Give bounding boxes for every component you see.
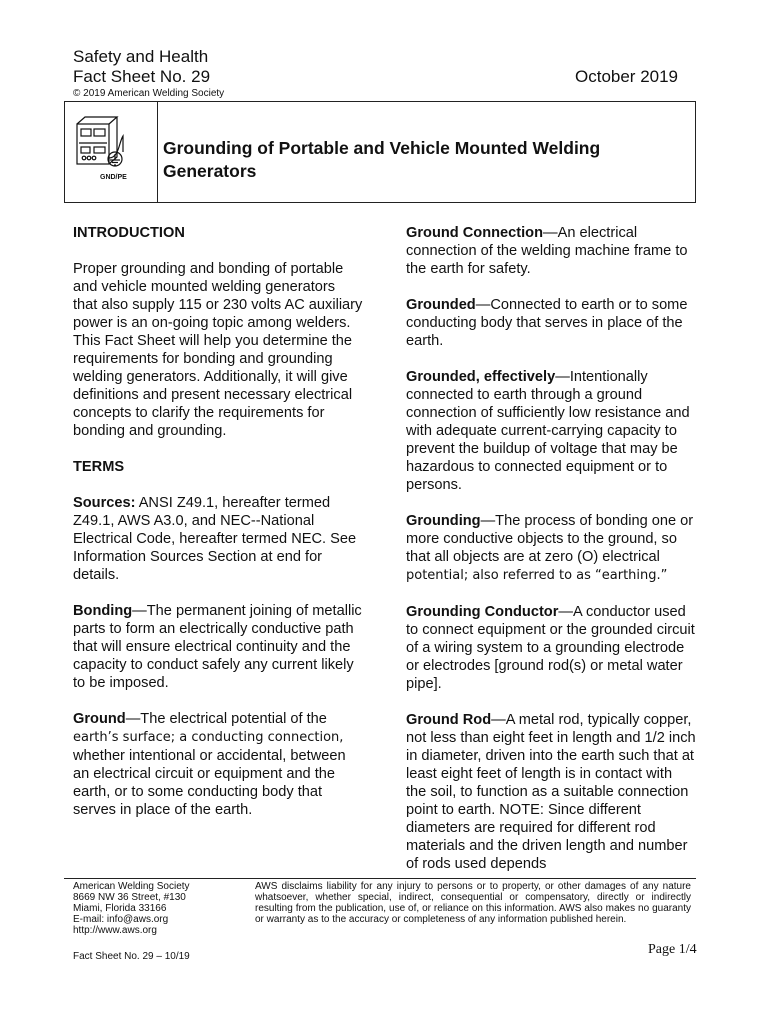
term-grounding — [406, 512, 696, 585]
term-grounded-label: Grounded — [406, 297, 476, 313]
term-ground-rod — [406, 711, 696, 873]
term-bonding-text: —The permanent joining of metallic parts to form an electrically conductive path that will ensure electrical continuity and the capacity to conduct safely any current likely to be imposed. — [73, 603, 362, 691]
term-grounding-conductor-label: Grounding Conductor — [406, 604, 559, 620]
term-ground-rod-label: Ground Rod — [406, 712, 492, 728]
term-bonding — [73, 602, 363, 692]
series-title: Safety and Health — [73, 47, 209, 66]
term-bonding-label: Bonding — [73, 603, 133, 619]
term-sources-label: Sources: — [73, 495, 136, 511]
term-sources-text: ANSI Z49.1, hereafter termed Z49.1, AWS A3.0, and NEC--National Electrical Code, hereafter termed NEC. See Information Sources Section at end for details. — [73, 495, 357, 583]
term-ground-text-b: earth’s surface; a conducting connection, — [73, 730, 344, 745]
title-box — [64, 101, 696, 203]
term-ground-connection-label: Ground Connection — [406, 225, 544, 241]
term-grounding-label: Grounding — [406, 513, 481, 529]
term-grounded-text: —Connected to earth or to some conducting body that serves in place of the earth. — [406, 297, 688, 349]
footer-address-line: 8669 NW 36 Street, #130 — [73, 892, 186, 903]
page-number: Page 1/4 — [648, 942, 697, 957]
term-grounding-conductor — [406, 603, 696, 693]
icon-label: GND/PE — [100, 174, 127, 181]
footer-divider — [64, 878, 696, 879]
footer-disclaimer: AWS disclaims liability for any injury to persons or to property, or other damages of any nature whatsoever, whether special, indirect, consequential or compensatory, directly or indirectly resulting from the publication, use of, or reliance on this information. AWS also makes no guaranty or warranty as to the accuracy or completeness of any information published herein. — [255, 881, 691, 925]
term-sources — [73, 494, 363, 584]
term-grounding-text-a: —The process of bonding one or more conductive objects to the ground, so that all objects are at zero (O) electrical — [406, 513, 694, 565]
footer-website-link[interactable]: http://www.aws.org — [73, 925, 157, 936]
introduction-paragraph: Proper grounding and bonding of portable and vehicle mounted welding generators that also supply 115 or 230 volts AC auxiliary power is an on-going topic among welders. This Fact Sheet will help you determine the requirements for bonding and grounding welding generators. Additionally, it will give definitions and present necessary electrical concepts to clarify the requirements for bonding and grounding. — [73, 261, 363, 439]
fact-sheet-number: Fact Sheet No. 29 — [73, 67, 211, 86]
term-ground-label: Ground — [73, 711, 126, 727]
term-grounded-effectively-text: —Intentionally connected to earth through a ground connection of sufficiently low resistance and with adequate current-carrying capacity to prevent the buildup of voltage that may be hazardous to connected equipment or to persons. — [406, 369, 690, 493]
footer-address-line: American Welding Society — [73, 881, 190, 892]
footer-email[interactable]: E-mail: info@aws.org — [73, 914, 169, 925]
term-ground-connection — [406, 224, 696, 278]
term-ground-text-c: whether intentional or accidental, between an electrical circuit or equipment and the earth, or to some conducting body that serves in place of the earth. — [73, 748, 346, 818]
left-column — [73, 224, 363, 837]
term-grounded — [406, 296, 696, 350]
copyright-notice: © 2019 American Welding Society — [73, 88, 225, 99]
term-grounding-text-b: potential; also referred to as “earthing.” — [406, 568, 668, 583]
footer-address-line: Miami, Florida 33166 — [73, 903, 167, 914]
title-line-1: Grounding of Portable and Vehicle Mounted Welding — [163, 138, 601, 158]
terms-heading: TERMS — [73, 459, 125, 475]
term-grounded-effectively — [406, 368, 696, 494]
term-grounded-effectively-label: Grounded, effectively — [406, 369, 556, 385]
fact-sheet-id: Fact Sheet No. 29 – 10/19 — [73, 951, 190, 962]
right-column — [406, 224, 696, 891]
page-title — [163, 137, 683, 183]
generator-ground-icon — [65, 102, 157, 202]
term-ground-rod-text: —A metal rod, typically copper, not less than eight feet in length and 1/2 inch in diameter, driven into the earth such that at least eight feet of length is in contact with the soil, to function as a suitable connection point to earth. NOTE: Since different diameters are required for different rod materials and the driven length and number of rods used depends — [406, 712, 696, 872]
introduction-heading: INTRODUCTION — [73, 225, 185, 241]
term-ground-connection-text: —An electrical connection of the welding machine frame to the earth for safety. — [406, 225, 688, 277]
title-line-2: Generators — [163, 161, 257, 181]
term-ground-text-a: —The electrical potential of the — [125, 711, 327, 727]
term-ground — [73, 710, 363, 819]
footer-address — [73, 881, 243, 936]
publication-date: October 2019 — [575, 67, 679, 86]
term-grounding-conductor-text: —A conductor used to connect equipment or the grounded circuit of a wiring system to a grounding electrode or electrodes [ground rod(s) or metal water pipe]. — [406, 604, 695, 692]
logo-cell — [65, 102, 158, 202]
